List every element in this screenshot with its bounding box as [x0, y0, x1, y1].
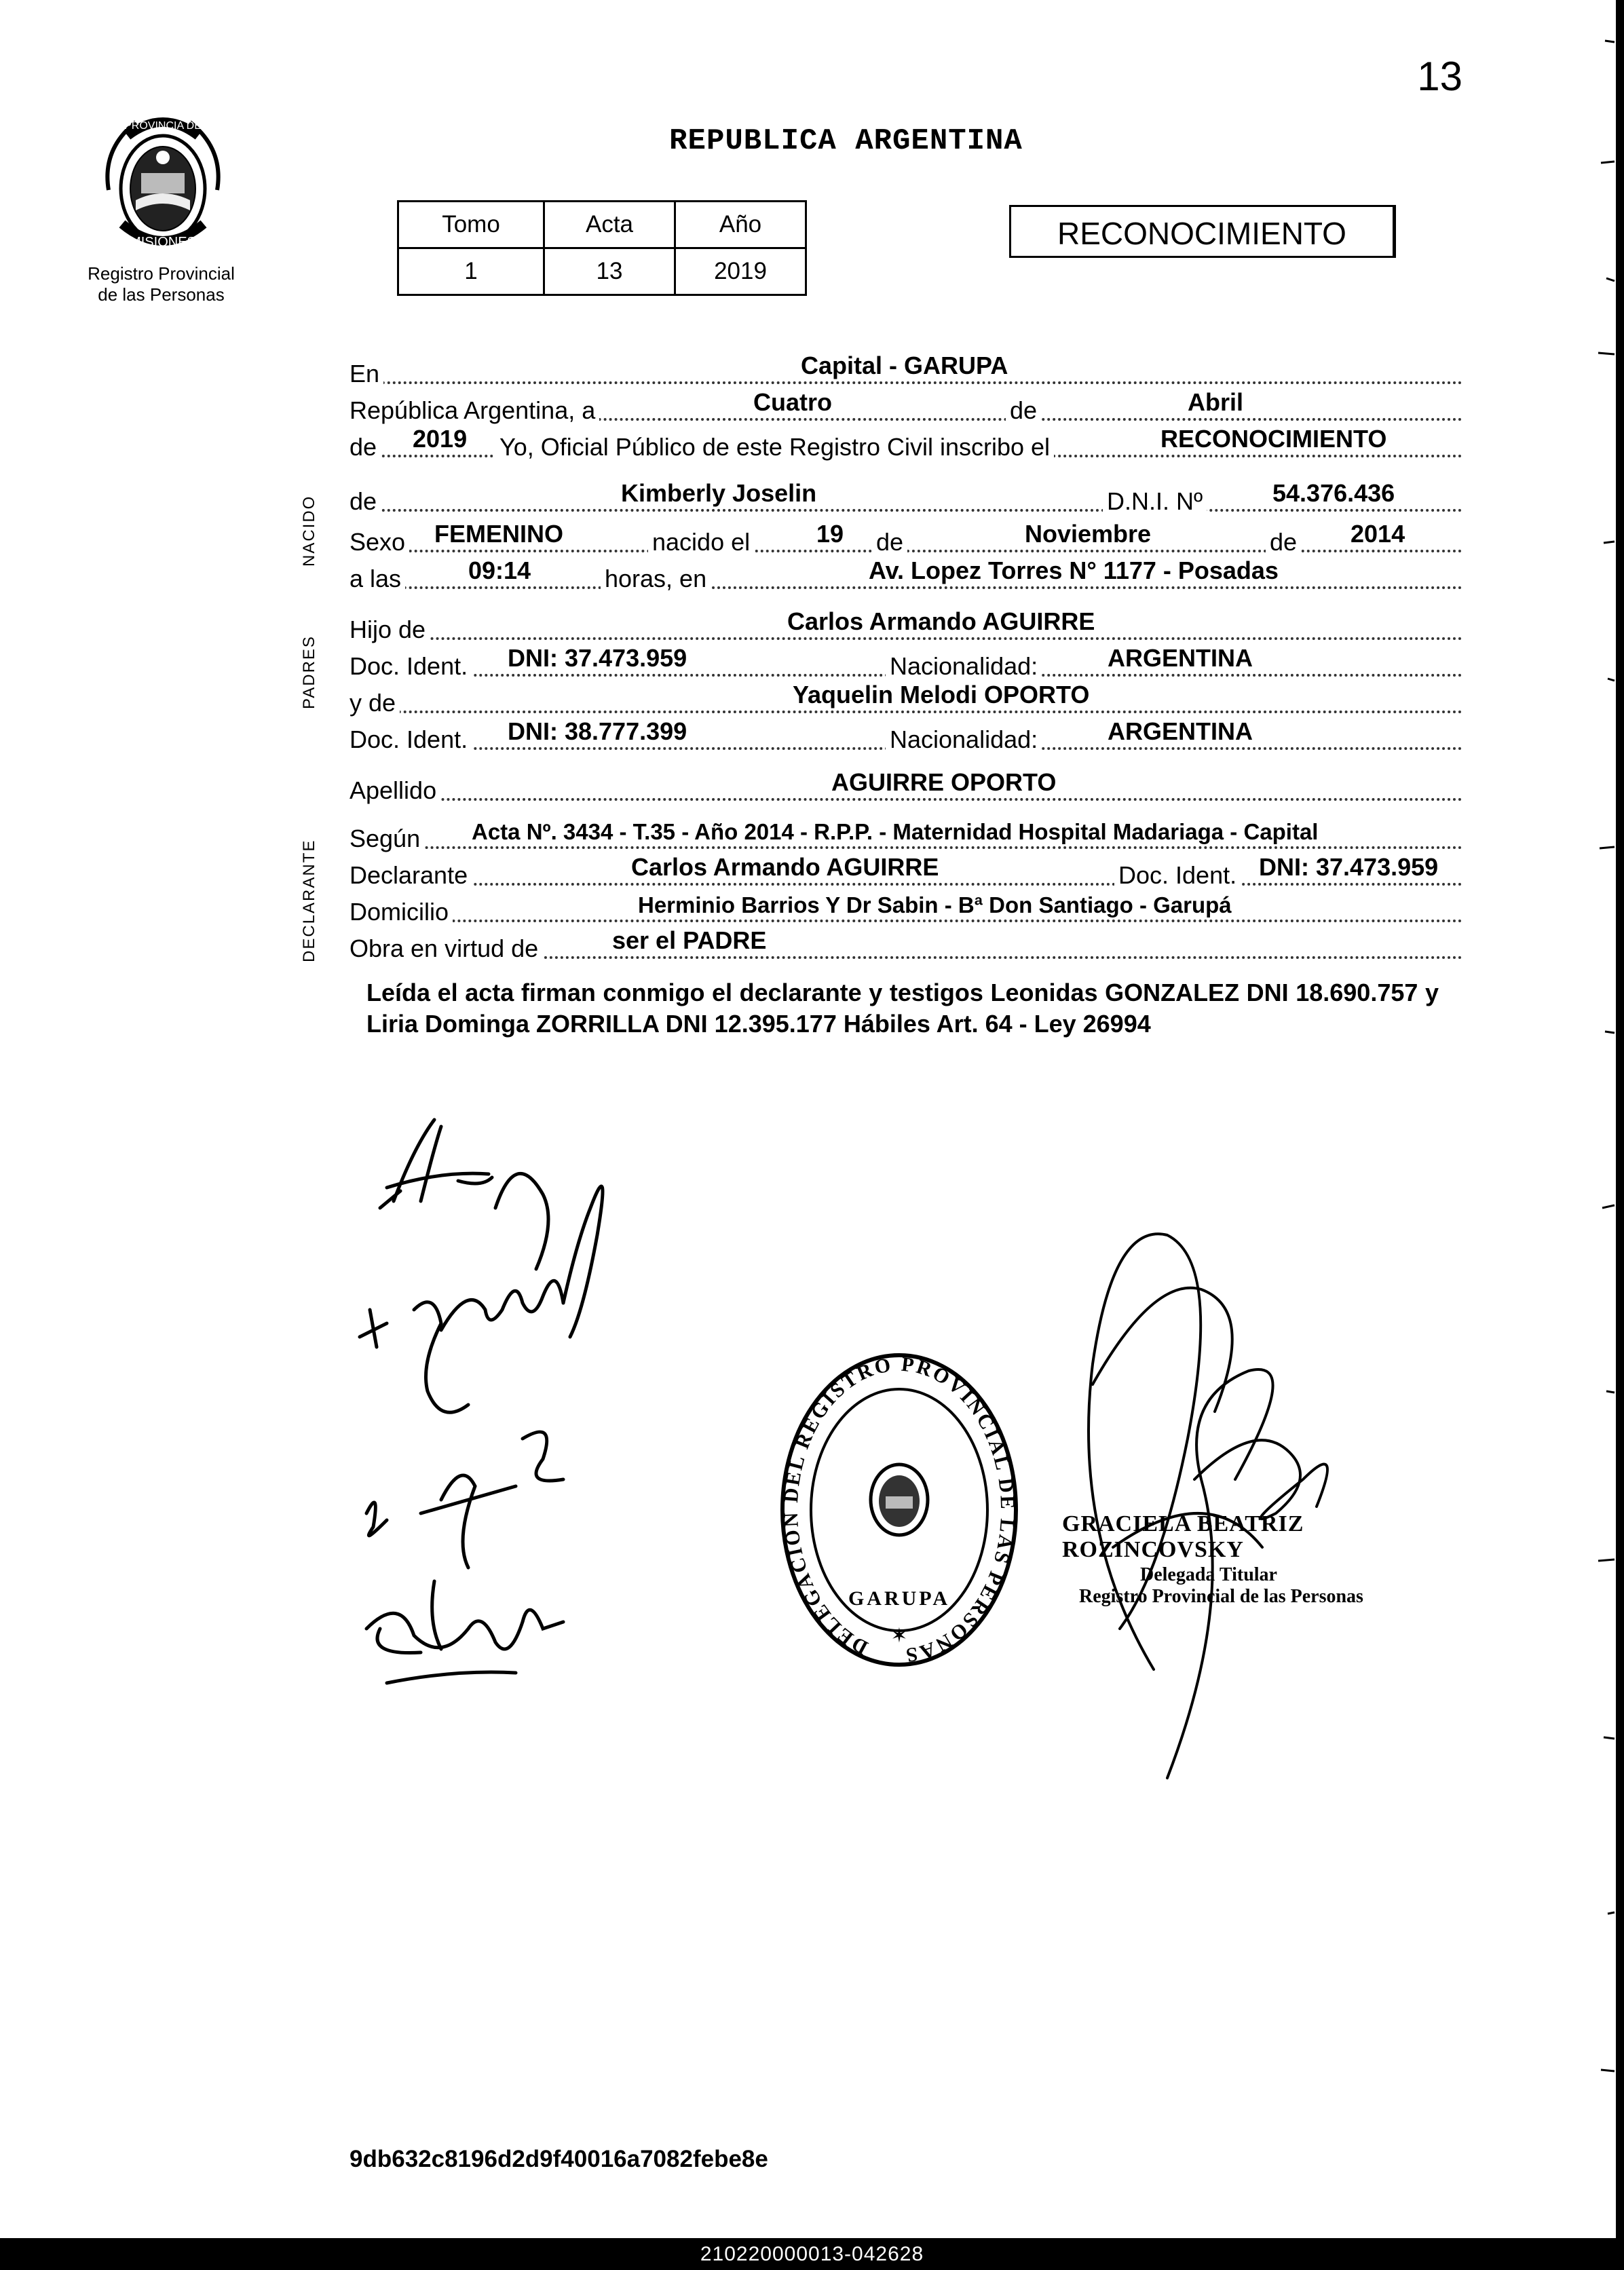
label-horas-en: horas, en [601, 565, 711, 593]
value-mother-doc: DNI: 38.777.399 [508, 717, 687, 745]
row-mother-doc [350, 719, 1462, 754]
value-according: Acta Nº. 3434 - T.35 - Año 2014 - R.P.P. - Maternidad Hospital Madariaga - Capital [472, 819, 1319, 844]
row-surname [350, 770, 1462, 805]
label-de-year: de [350, 433, 381, 461]
logo-caption [71, 263, 251, 305]
official-title: Delegada Titular [1140, 1564, 1277, 1585]
logo-caption-line-2: de las Personas [98, 284, 225, 305]
record-index-header-row [398, 202, 806, 248]
label-sexo: Sexo [350, 528, 409, 556]
value-acta: 13 [544, 248, 675, 295]
row-basis [350, 928, 1462, 963]
label-republica: República Argentina, a [350, 396, 599, 425]
value-declarant-name: Carlos Armando AGUIRRE [631, 853, 939, 881]
official-name: GRACIELA BEATRIZ ROZINCOVSKY [1062, 1511, 1304, 1562]
row-address [350, 891, 1462, 926]
official-office: Registro Provincial de las Personas [1079, 1586, 1363, 1607]
value-sex: FEMENINO [434, 520, 564, 548]
row-time [350, 558, 1462, 593]
label-de-month: de [1006, 396, 1041, 425]
label-de-2: de [1266, 528, 1301, 556]
scan-edge-noise [1591, 0, 1624, 2238]
value-time: 09:14 [468, 556, 531, 584]
value-birth-year: 2014 [1351, 520, 1405, 548]
footer-id-band: 210220000013-042628 [0, 2238, 1624, 2270]
value-father-doc: DNI: 37.473.959 [508, 644, 687, 672]
header-tomo: Tomo [398, 202, 544, 248]
value-birth-day: 19 [816, 520, 844, 548]
label-nacido-el: nacido el [648, 528, 754, 556]
value-ano: 2019 [675, 248, 806, 295]
page-number: 13 [1417, 54, 1462, 99]
row-date [350, 390, 1462, 425]
label-doc-ident-mother: Doc. Ident. [350, 725, 472, 754]
logo-top-text: PROVINCIA DE [124, 120, 202, 132]
label-a-las: a las [350, 565, 405, 593]
logo-caption-line-1: Registro Provincial [88, 263, 235, 284]
label-nacionalidad-father: Nacionalidad: [886, 652, 1042, 681]
row-child [350, 480, 1462, 516]
label-segun: Según [350, 825, 424, 853]
label-obra-en-virtud: Obra en virtud de [350, 934, 542, 963]
registry-office-stamp [777, 1350, 1021, 1669]
label-nacionalidad-mother: Nacionalidad: [886, 725, 1042, 754]
label-apellido: Apellido [350, 776, 440, 805]
value-place: Capital - GARUPA [801, 352, 1008, 379]
value-tomo: 1 [398, 248, 544, 295]
row-year [350, 426, 1462, 461]
side-label-nacido: NACIDO [300, 495, 318, 567]
value-birth-place: Av. Lopez Torres N° 1177 - Posadas [869, 556, 1279, 584]
value-mother-name: Yaquelin Melodi OPORTO [793, 681, 1090, 708]
witness-signatures [339, 1106, 692, 1703]
value-address: Herminio Barrios Y Dr Sabin - Bª Don Santiago - Garupá [638, 892, 1232, 918]
record-index-table [397, 200, 807, 296]
value-month: Abril [1188, 388, 1244, 416]
row-father-doc [350, 645, 1462, 681]
official-signature [1032, 1194, 1452, 1792]
document-hash: 9db632c8196d2d9f40016a7082febe8e [350, 2146, 768, 2172]
label-en: En [350, 360, 383, 388]
row-birth [350, 521, 1462, 556]
header-acta: Acta [544, 202, 675, 248]
header-ano: Año [675, 202, 806, 248]
value-surname: AGUIRRE OPORTO [831, 768, 1057, 796]
document-title: REPUBLICA ARGENTINA [669, 124, 1023, 158]
stamp-bottom-text: GARUPA [848, 1587, 951, 1610]
row-father [350, 609, 1462, 644]
value-year: 2019 [413, 425, 468, 453]
label-hijo-de: Hijo de [350, 616, 430, 644]
label-declarante: Declarante [350, 861, 472, 890]
label-dni: D.N.I. Nº [1103, 487, 1207, 516]
label-de-1: de [872, 528, 907, 556]
row-mother [350, 682, 1462, 717]
official-name-stamp [1062, 1511, 1415, 1608]
value-father-name: Carlos Armando AGUIRRE [787, 607, 1095, 635]
value-mother-nationality: ARGENTINA [1108, 717, 1253, 745]
label-y-de: y de [350, 689, 400, 717]
stamp-star-icon: ✶ [890, 1625, 908, 1647]
label-domicilio: Domicilio [350, 898, 453, 926]
value-declarant-doc: DNI: 37.473.959 [1259, 853, 1439, 881]
side-label-declarante: DECLARANTE [300, 839, 318, 962]
value-child-name: Kimberly Joselin [621, 479, 817, 507]
value-father-nationality: ARGENTINA [1108, 644, 1253, 672]
row-place [350, 353, 1462, 388]
label-doc-ident-father: Doc. Ident. [350, 652, 472, 681]
side-label-padres: PADRES [300, 635, 318, 709]
value-day: Cuatro [753, 388, 832, 416]
value-birth-month: Noviembre [1025, 520, 1152, 548]
closing-statement: Leída el acta firman conmigo el declarante y testigos Leonidas GONZALEZ DNI 18.690.757 y Liria Dominga ZORRILLA DNI 12.395.177 Hábiles Art. 64 - Ley 26994 [366, 979, 1439, 1038]
label-inscribo: Yo, Oficial Público de este Registro Civil inscribo el [495, 433, 1054, 461]
label-de-child: de [350, 487, 381, 516]
stamp-ring-text: DELEGACION DEL REGISTRO PROVINCIAL DE LAS PERSONAS [779, 1352, 1019, 1667]
record-type-box: RECONOCIMIENTO [1009, 205, 1396, 258]
value-act-type: RECONOCIMIENTO [1160, 425, 1387, 453]
record-index-value-row [398, 248, 806, 295]
logo-bottom-text: MISIONES [130, 235, 196, 250]
label-doc-ident-declarant: Doc. Ident. [1114, 861, 1241, 890]
value-child-dni: 54.376.436 [1272, 479, 1395, 507]
value-basis: ser el PADRE [612, 926, 767, 954]
row-declarant [350, 854, 1462, 890]
row-according [350, 818, 1462, 853]
